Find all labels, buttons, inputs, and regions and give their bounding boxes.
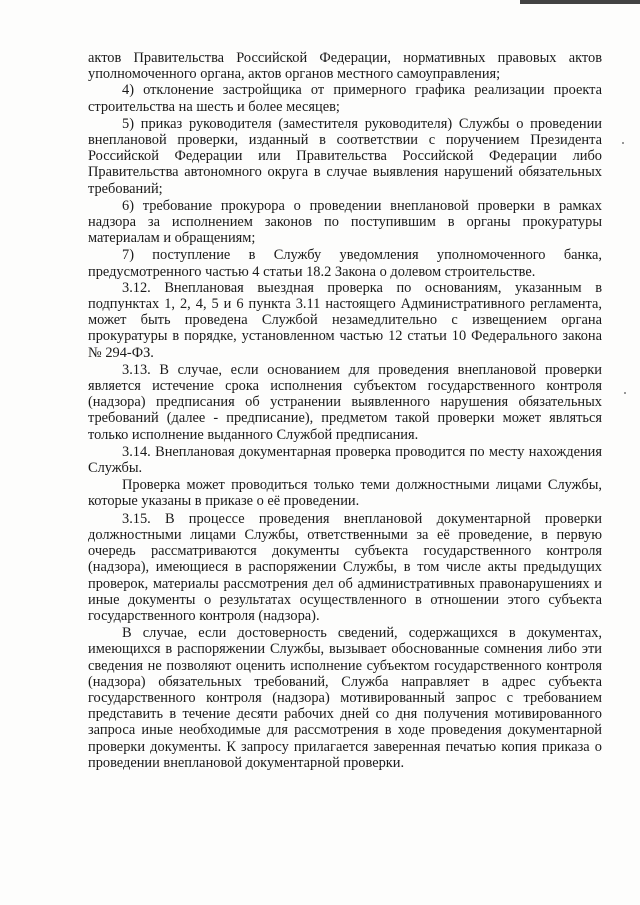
list-item-7: 7) поступление в Службу уведомления уполномоченного банка, предусмотренного частью 4 статьи 18.2 Закона о долевом строительстве. [88,247,602,280]
document-body [88,50,602,771]
clause-3-14: 3.14. Внеплановая документарная проверка проводится по месту нахождения Службы. [88,443,602,477]
list-item-6: 6) требование прокурора о проведении внеплановой проверки в рамках надзора за исполнением законов по поступившим в органы прокуратуры материалам и обращениям; [88,197,602,247]
clause-3-13: 3.13. В случае, если основанием для проведения внеплановой проверки является истечение срока исполнения субъектом государственного контроля (надзора) предписания об устранении выявленного нарушения обязательных требований (далее - предписание), предметом такой проверки может являться только исполнение выданного Службой предписания. [88,361,602,443]
paragraph-information-request: В случае, если достоверность сведений, содержащихся в документах, имеющихся в распоряжении Службы, вызывает обоснованные сомнения либо эти сведения не позволяют оценить исполнение субъектом государственного контроля (надзора) обязательных требований, Служба направляет в адрес субъекта государственного контроля (надзора) мотивированный запрос с требованием представить в течение десяти рабочих дней со дня получения мотивированного запроса иные необходимые для рассмотрения в ходе проведения документарной проверки документы. К запросу прилагается заверенная печатью копия приказа о проведении внеплановой документарной проверки. [88,625,602,771]
scan-edge-mark [520,0,640,4]
paragraph-inspection-officials: Проверка может проводиться только теми должностными лицами Службы, которые указаны в приказе о её проведении. [88,477,602,510]
list-item-5: 5) приказ руководителя (заместителя руководителя) Службы о проведении внеплановой проверки, изданный в соответствии с поручением Президента Российской Федерации или Правительства Российской Федерации либо Правительства автономного округа в случае выявления нарушений обязательных требований; [88,115,602,197]
scan-speck [624,392,626,394]
clause-3-12: 3.12. Внеплановая выездная проверка по основаниям, указанным в подпунктах 1, 2, 4, 5 и 6 пункта 3.11 настоящего Административного регламента, может быть проведена Службой незамедлительно с извещением органа прокуратуры в порядке, установленном частью 12 статьи 10 Федерального закона № 294-ФЗ. [88,279,602,361]
paragraph-continuation: актов Правительства Российской Федерации, нормативных правовых актов уполномоченного органа, актов органов местного самоуправления; [88,50,602,83]
list-item-4: 4) отклонение застройщика от примерного графика реализации проекта строительства на шесть и более месяцев; [88,82,602,115]
scan-speck [622,142,624,144]
clause-3-15: 3.15. В процессе проведения внеплановой документарной проверки должностными лицами Службы, ответственными за её проведение, в первую очередь рассматриваются документы субъекта государственного контроля (надзора), имеющиеся в распоряжении Службы, в том числе акты предыдущих проверок, материалы рассмотрения дел об административных правонарушениях и иные документы о результатах осуществленного в отношении этого субъекта государственного контроля (надзора). [88,510,602,624]
